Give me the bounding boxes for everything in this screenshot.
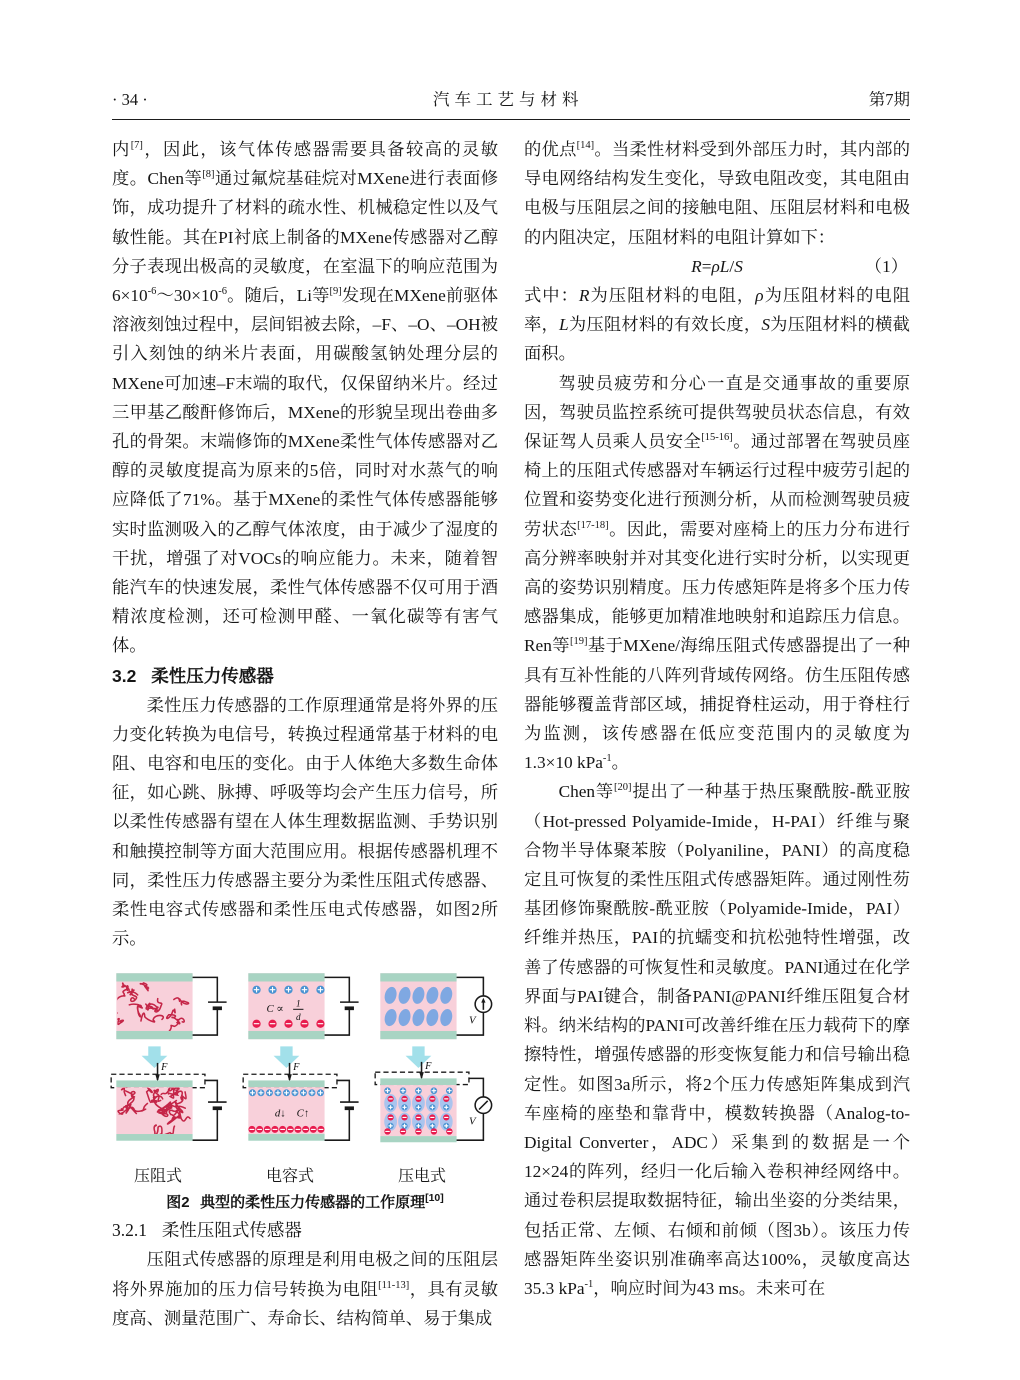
voltage-label: V	[468, 1116, 476, 1129]
polarized-dipoles-icon	[384, 1113, 452, 1131]
polarized-dipoles-icon	[384, 1095, 452, 1113]
figure-caption	[112, 1191, 498, 1215]
paragraph-resistance-principle: 的优点[14]。当柔性材料受到外部压力时，其内部的导电网络结构发生变化，导致电阻改变，其电阻由电极与压阻层之间的接触电阻、压阻层材料和电极的内阻决定，压阻材料的电阻计算如下：	[524, 140, 910, 247]
figure-panels	[112, 965, 498, 1187]
force-label: F	[161, 1062, 168, 1074]
figure-panel-capacitive	[242, 965, 368, 1187]
section-title: 柔性压阻式传感器	[161, 1220, 302, 1241]
figure-panel-piezoresistive	[110, 965, 236, 1187]
page-header	[112, 86, 910, 110]
paragraph-equation-terms: 式中：R为压阻材料的电阻，ρ为压阻材料的电阻率，L为压阻材料的有效长度，S为压阻材料的横截面积。	[524, 286, 910, 364]
force-label: F	[425, 1061, 432, 1073]
capacitive-diagram	[242, 965, 368, 1167]
panel-label-capacitive: 电容式	[265, 1168, 314, 1186]
paragraph-pressure-sensor-intro: 柔性压力传感器的工作原理通常是将外界的压力变化转换为电信号，转换过程通常基于材料的电阻、电容和电压的变化。由于人体绝大多数生命体征，如心跳、脉搏、呼吸等均会产生压力信号，所以柔性传感器有望在人体生理数据监测、手势识别和触摸控制等方面大范围应用。根据传感器机理不同，柔性压力传感器主要分为柔性压阻式传感器、柔性电容式传感器和柔性压电式传感器，如图2所示。	[112, 695, 498, 949]
left-column	[112, 135, 498, 1333]
voltage-label: V	[468, 1015, 476, 1028]
piezoresistive-diagram	[110, 965, 236, 1167]
equation-1	[524, 252, 910, 281]
figure-2	[112, 965, 498, 1215]
panel-label-piezoelectric: 压电式	[397, 1168, 446, 1186]
equation-number: （1）	[864, 256, 908, 276]
formula-numerator: 1	[295, 1000, 301, 1011]
issue-number: 第7期	[868, 90, 910, 109]
section-title: 柔性压力传感器	[151, 665, 274, 686]
distance-decrease-label: d↓	[274, 1107, 286, 1120]
capacitance-formula-lhs: C ∝	[266, 1003, 284, 1016]
figure-number: 图2	[166, 1194, 190, 1212]
panel-label-piezoresistive: 压阻式	[133, 1168, 182, 1186]
equation-body: R=ρL/S	[691, 256, 743, 276]
formula-denominator: d	[295, 1013, 301, 1024]
section-number: 3.2	[112, 665, 137, 686]
right-column	[524, 135, 910, 1333]
journal-title: 汽车工艺与材料	[433, 90, 584, 109]
figure-caption-text: 典型的柔性压力传感器的工作原理	[200, 1194, 426, 1212]
compressed-positive-charges-icon	[249, 1090, 324, 1097]
section-number: 3.2.1	[112, 1220, 147, 1241]
section-heading-3-2	[112, 661, 498, 691]
figure-caption-ref: [10]	[425, 1192, 444, 1205]
paragraph-gas-sensor: 内[7]，因此，该气体传感器需要具备较高的灵敏度。Chen等[8]通过氟烷基硅烷对MXene进行表面修饰，成功提升了材料的疏水性、机械稳定性以及气敏性能。其在PI衬底上制备的MXene传感器对乙醇分子表现出极高的灵敏度，在室温下的响应范围为$6\times 10^{-6}\sim 30\times 10^{-6}$。随后，Li等[9]发现在MXene前驱体溶液刻蚀过程中，层间铝被去除，–F、–O、–OH被引入刻蚀的纳米片表面，用碳酸氢钠处理分层的MXene可加速–F末端的取代，仅保留纳米片。经过三甲基乙酸酐修饰后，MXene的形貌呈现出卷曲多孔的骨架。末端修饰的MXene柔性气体传感器对乙醇的灵敏度提高为原来的5倍，同时对水蒸气的响应降低了71%。基于MXene的柔性气体传感器能够实时监测吸入的乙醇气体浓度，由于减少了湿度的干扰，增强了对VOCs的响应能力。未来，随着智能汽车的快速发展，柔性气体传感器不仅可用于酒精浓度检测，还可检测甲醛、一氧化碳等有害气体。	[112, 140, 499, 656]
capacitance-increase-label: C↑	[296, 1107, 310, 1120]
page-number: · 34 ·	[112, 90, 148, 109]
header-rule	[112, 119, 910, 120]
force-label: F	[293, 1062, 300, 1074]
two-column-body	[112, 135, 910, 1333]
section-heading-3-2-1	[112, 1215, 498, 1245]
paragraph-piezoresistive-principle: 压阻式传感器的原理是利用电极之间的压阻层将外界施加的压力信号转换为电阻[11-13]，具有灵敏度高、测量范围广、寿命长、结构简单、易于集成	[112, 1250, 498, 1328]
paragraph-driver-monitoring: 驾驶员疲劳和分心一直是交通事故的重要原因，驾驶员监控系统可提供驾驶员状态信息，有效保证驾人员乘人员安全[15-16]。通过部署在驾驶员座椅上的压阻式传感器对车辆运行过程中疲劳引起的位置和姿势变化进行预测分析，从而检测驾驶员疲劳状态[17-18]。因此，需要对座椅上的压力分布进行高分辨率映射并对其变化进行实时分析，以实现更高的姿势识别精度。压力传感矩阵是将多个压力传感器集成，能够更加精准地映射和追踪压力信息。Ren等[19]基于MXene/海绵压阻式传感器提出了一种具有互补性能的八阵列背域传网络。仿生压阻传感器能够覆盖背部区域，捕捉脊柱运动，用于脊柱行为监测，该传感器在低应变范围内的灵敏度为1.3×10 kPa$^{-1}$。	[524, 373, 910, 773]
figure-panel-piezoelectric	[374, 965, 500, 1187]
paragraph-hpai-sensor: Chen等[20]提出了一种基于热压聚酰胺-酰亚胺（Hot-pressed Polyamide-Imide，H-PAI）纤维与聚合物半导体聚苯胺（Polyaniline，PANI）的高度稳定且可恢复的柔性压阻式传感器矩阵。通过刚性芴基团修饰聚酰胺-酰亚胺（Polyamide-Imide，PAI）纤维并热压，PAI的抗蠕变和抗松弛特性增强，改善了传感器的可恢复性和灵敏度。PANI通过在化学界面与PAI键合，制备PANI@PANI纤维压阻复合材料。纳米结构的PANI可改善纤维在压力载荷下的摩擦特性，增强传感器的形变恢复能力和信号输出稳定性。如图3a所示，将2个压力传感矩阵集成到汽车座椅的座垫和靠背中，模数转换器（Analog-to-Digital Converter，ADC）采集到的数据是一个12×24的阵列，经归一化后输入卷积神经网络中。通过卷积层提取数据特征，输出坐姿的分类结果，包括正常、左倾、右倾和前倾（图3b）。该压力传感器矩阵坐姿识别准确率高达100%，灵敏度高达35.3 kPa$^{-1}$，响应时间为43 ms。未来可在	[524, 782, 910, 1298]
piezoelectric-diagram	[374, 965, 500, 1167]
